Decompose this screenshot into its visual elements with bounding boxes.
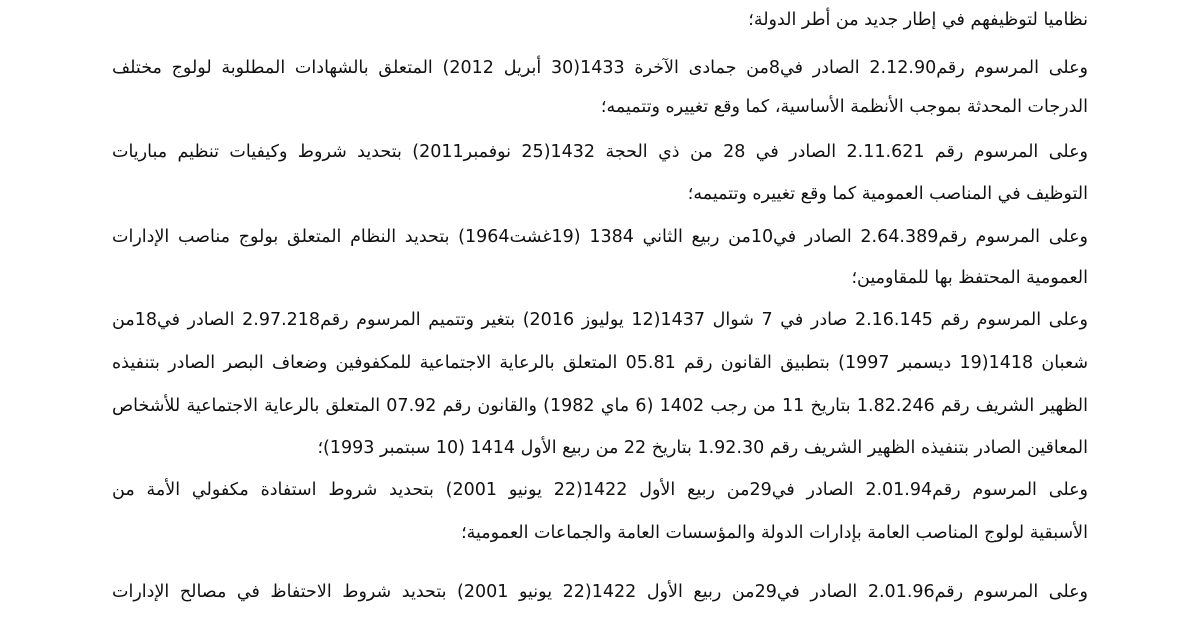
- text-line-14: وعلى المرسوم رقم2.01.96 الصادر في29من ربيع الأول 1422(22 يونيو 2001) بتحديد شروط الاحتفاظ في مصالح الإدارات: [112, 582, 1088, 602]
- text-line-2: وعلى المرسوم رقم2.12.90 الصادر في8من جمادى الآخرة 1433(30 أبريل 2012) المتعلق بالشهادات المطلوبة لولوج مختلف: [112, 58, 1088, 78]
- text-line-3: الدرجات المحدثة بموجب الأنظمة الأساسية، كما وقع تغييره وتتميمه؛: [600, 97, 1088, 117]
- text-line-7: العمومية المحتفظ بها للمقاومين؛: [851, 268, 1088, 288]
- text-line-9: شعبان 1418(19 ديسمبر 1997) بتطبيق القانون رقم 05.81 المتعلق بالرعاية الاجتماعية للمكفوفين وضعاف البصر الصادر بتنفيذه: [112, 353, 1088, 373]
- text-line-6: وعلى المرسوم رقم2.64.389 الصادر في10من ربيع الثاني 1384 (19غشت1964) بتحديد النظام المتعلق بولوج مناصب الإدارات: [112, 227, 1088, 247]
- text-line-5: التوظيف في المناصب العمومية كما وقع تغييره وتتميمه؛: [687, 184, 1088, 204]
- text-line-8: وعلى المرسوم رقم 2.16.145 صادر في 7 شوال 1437(12 يوليوز 2016) بتغير وتتميم المرسوم رقم2.97.218 الصادر في18من: [112, 310, 1088, 330]
- text-line-12: وعلى المرسوم رقم2.01.94 الصادر في29من ربيع الأول 1422(22 يونيو 2001) بتحديد شروط استفادة مكفولي الأمة من: [112, 480, 1088, 500]
- text-line-4: وعلى المرسوم رقم 2.11.621 الصادر في 28 من ذي الحجة 1432(25 نوفمبر2011) بتحديد شروط وكيفيات تنظيم مباريات: [112, 142, 1088, 162]
- text-line-13: الأسبقية لولوج المناصب العامة بإدارات الدولة والمؤسسات العامة والجماعات العمومية؛: [461, 523, 1088, 543]
- text-line-1: نظاميا لتوظيفهم في إطار جديد من أطر الدولة؛: [748, 10, 1088, 30]
- text-line-11: المعاقين الصادر بتنفيذه الظهير الشريف رقم 1.92.30 بتاريخ 22 من ربيع الأول 1414 (10 سبتمبر 1993)؛: [317, 438, 1088, 458]
- text-line-10: الظهير الشريف رقم 1.82.246 بتاريخ 11 من رجب 1402 (6 ماي 1982) والقانون رقم 07.92 المتعلق بالرعاية الاجتماعية للأشخاص: [112, 396, 1088, 416]
